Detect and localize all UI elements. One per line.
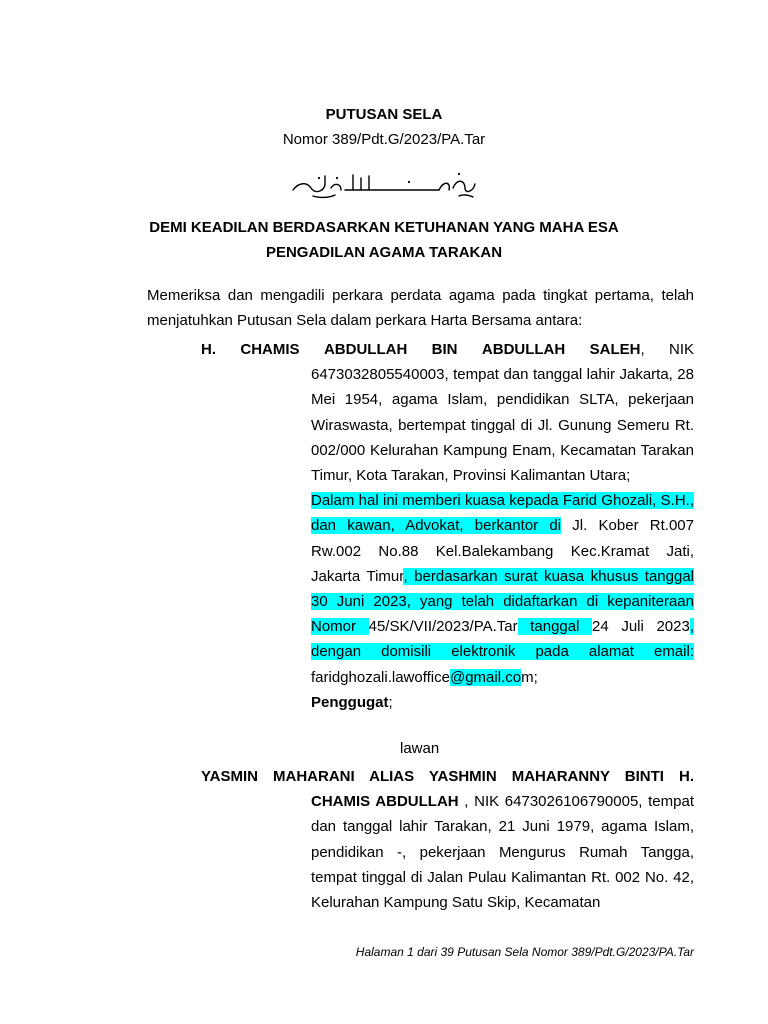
role-end: ; [388, 693, 393, 711]
versus-label: lawan [400, 740, 440, 757]
plain-text: Jl. Kober Rt.007 Rw.002 No.88 Kel.Balekambang Kec.Kramat Jati, Jakarta Timur [311, 517, 694, 585]
email-highlight: @gmail.co [449, 668, 522, 686]
name-word: SALEH [589, 341, 641, 358]
nik-label: NIK [669, 341, 695, 358]
highlight-text: , dengan domisili elektronik pada alamat email: [311, 618, 694, 661]
name-word: ABDULLAH [323, 341, 408, 358]
email-end: m; [521, 668, 538, 686]
name-suffix: , [640, 341, 645, 358]
document-title: PUTUSAN SELA [325, 106, 443, 123]
plain-text: 45/SK/VII/2023/PA.Tar [368, 618, 518, 636]
highlight-text: Dalam hal ini memberi kuasa kepada Farid Ghozali, S.H., dan kawan, Advokat, berkantor di [311, 492, 694, 535]
intro-text: Memeriksa dan mengadili perkara perdata agama pada tingkat pertama, telah menjatuhkan Putusan Sela dalam perkara Harta Bersama antara: [147, 287, 694, 329]
defendant-text: , NIK 6473026106790005, tempat dan tanggal lahir Tarakan, 21 Juni 1979, agama Islam, pendidikan -, pekerjaan Mengurus Rumah Tangga, tempat tinggal di Jalan Pulau Kalimantan Rt. 002 No. 42, Kelurahan Kampung Satu Skip, Kecamatan [311, 793, 694, 912]
plaintiff-name-line [201, 337, 694, 362]
defendant-name-cont: CHAMIS ABDULLAH [311, 793, 459, 811]
name-word: BIN [431, 341, 458, 358]
name-end [590, 341, 645, 358]
highlight-text: tanggal [517, 618, 593, 636]
invocation-heading: DEMI KEADILAN BERDASARKAN KETUHANAN YANG MAHA ESA [149, 219, 619, 236]
case-number: Nomor 389/Pdt.G/2023/PA.Tar [282, 131, 486, 148]
name-word: H. [201, 341, 216, 358]
name-word: ABDULLAH [481, 341, 566, 358]
plaintiff-identity: 6473032805540003, tempat dan tanggal lahir Jakarta, 28 Mei 1954, agama Islam, pendidikan SLTA, pekerjaan Wiraswasta, bertempat tinggal di Jl. Gunung Semeru Rt. 002/000 Kelurahan Kampung Enam, Kecamatan Tarakan Timur, Kota Tarakan, Provinsi Kalimantan Utara; [311, 366, 694, 485]
defendant-identity [311, 789, 694, 915]
role-label: Penggugat [311, 693, 389, 711]
plaintiff-block [201, 337, 694, 715]
defendant-block [201, 764, 694, 915]
power-of-attorney [311, 488, 694, 690]
defendant-details [311, 789, 694, 915]
name-word: CHAMIS [240, 341, 300, 358]
defendant-name-line: YASMIN MAHARANI ALIAS YASHMIN MAHARANNY BINTI H. [201, 768, 694, 785]
intro-paragraph [147, 283, 694, 333]
plaintiff-details [311, 362, 694, 715]
page-footer: Halaman 1 dari 39 Putusan Sela Nomor 389/Pdt.G/2023/PA.Tar [355, 945, 694, 959]
plaintiff-role [311, 690, 694, 715]
basmalah-icon [0, 170, 768, 204]
court-name: PENGADILAN AGAMA TARAKAN [265, 244, 503, 261]
highlight-text: , berdasarkan surat kuasa khusus tanggal 30 Juni 2023, yang telah didaftarkan di kepaniteraan Nomor [311, 567, 695, 636]
email-text: faridghozali.lawoffice [311, 668, 450, 686]
plain-text: 24 Juli 2023 [592, 618, 690, 636]
